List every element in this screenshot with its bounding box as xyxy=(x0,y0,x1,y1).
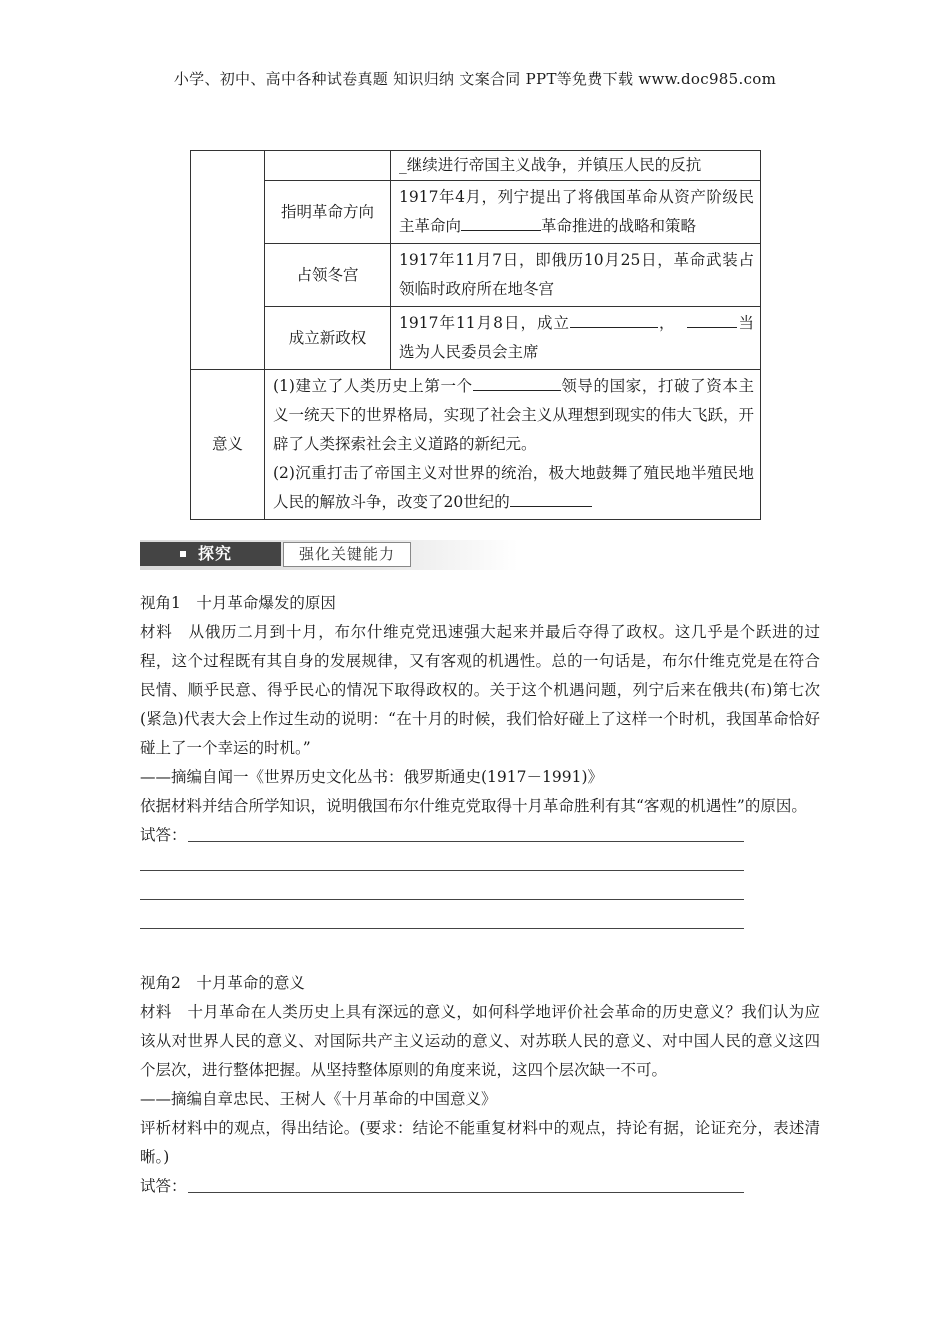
table-cell-content: 1917年11月8日，成立 ， 当选为人民委员会主席 xyxy=(391,307,761,370)
table-cell-label: 成立新政权 xyxy=(265,307,391,370)
answer-line[interactable] xyxy=(188,841,744,842)
view2-title: 视角2 十月革命的意义 xyxy=(140,974,305,992)
fill-blank xyxy=(570,311,658,328)
fill-blank xyxy=(510,490,592,507)
view2-section xyxy=(140,969,820,1201)
view1-material: 材料 从俄历二月到十月，布尔什维克党迅速强大起来并最后夺得了政权。这几乎是个跃进的过程，这个过程既有其自身的发展规律，又有客观的机遇性。总的一句话是，布尔什维克党是在符合民情、顺乎民意、得乎民心的情况下取得政权的。关于这个机遇问题，列宁后来在俄共(布)第七次(紧急)代表大会上作过生动的说明：“在十月的时候，我们恰好碰上了这样一个时机，我国革命恰好碰上了一个幸运的时机。” xyxy=(140,623,820,757)
answer-line[interactable] xyxy=(140,870,744,871)
page-header: 小学、初中、高中各种试卷真题 知识归纳 文案合同 PPT等免费下载 www.doc985.com xyxy=(173,70,777,88)
table-cell-label: 意义 xyxy=(191,370,265,520)
square-bullet-icon xyxy=(180,551,186,557)
view1-section xyxy=(140,589,820,937)
view2-material: 材料 十月革命在人类历史上具有深远的意义，如何科学地评价社会革命的历史意义？我们认为应该从对世界人民的意义、对国际共产主义运动的意义、对苏联人民的意义、对中国人民的意义这四个层次，进行整体把握。从坚持整体原则的角度来说，这四个层次缺一不可。 xyxy=(140,1003,820,1079)
table-row xyxy=(191,151,761,181)
banner-subtitle: 强化关键能力 xyxy=(283,542,411,567)
view2-answer-label: 试答： xyxy=(140,1177,187,1195)
answer-line[interactable] xyxy=(188,1192,744,1193)
view2-source: ——摘编自章忠民、王树人《十月革命的中国意义》 xyxy=(140,1090,497,1108)
view1-title: 视角1 十月革命爆发的原因 xyxy=(140,594,336,612)
answer-line[interactable] xyxy=(140,899,744,900)
view1-source: ——摘编自闻一《世界历史文化丛书：俄罗斯通史(1917－1991)》 xyxy=(140,768,603,786)
table-cell-label: 指明革命方向 xyxy=(265,181,391,244)
table-cell-label: 占领冬宫 xyxy=(265,244,391,307)
section-banner xyxy=(140,540,518,570)
revolution-table xyxy=(190,150,761,520)
table-cell-empty xyxy=(191,151,265,370)
table-row xyxy=(191,244,761,307)
banner-title: 探究 xyxy=(198,544,233,563)
view2-question: 评析材料中的观点，得出结论。(要求：结论不能重复材料中的观点，持论有据，论证充分，表述清晰。) xyxy=(140,1119,820,1166)
table-cell-content: 1917年11月7日，即俄历10月25日，革命武装占领临时政府所在地冬宫 xyxy=(391,244,761,307)
view1-answer-label: 试答： xyxy=(140,826,187,844)
table-cell-content: _继续进行帝国主义战争，并镇压人民的反抗 xyxy=(391,151,761,181)
fill-blank xyxy=(687,311,737,328)
fill-blank xyxy=(473,374,561,391)
table-cell-content: 1917年4月，列宁提出了将俄国革命从资产阶级民主革命向 革命推进的战略和策略 xyxy=(391,181,761,244)
answer-line[interactable] xyxy=(140,928,744,929)
table-cell-empty xyxy=(265,151,391,181)
fill-blank xyxy=(461,214,541,231)
table-row xyxy=(191,307,761,370)
view1-question: 依据材料并结合所学知识，说明俄国布尔什维克党取得十月革命胜利有其“客观的机遇性”的原因。 xyxy=(140,797,807,815)
table-cell-content: (1)建立了人类历史上第一个 领导的国家，打破了资本主义一统天下的世界格局，实现了社会主义从理想到现实的伟大飞跃，开辟了人类探索社会主义道路的新纪元。 (2)沉重打击了帝国主义对世界的统治，极大地鼓舞了殖民地半殖民地人民的解放斗争，改变了20世纪的 xyxy=(265,370,761,520)
table-row xyxy=(191,370,761,520)
table-row xyxy=(191,181,761,244)
